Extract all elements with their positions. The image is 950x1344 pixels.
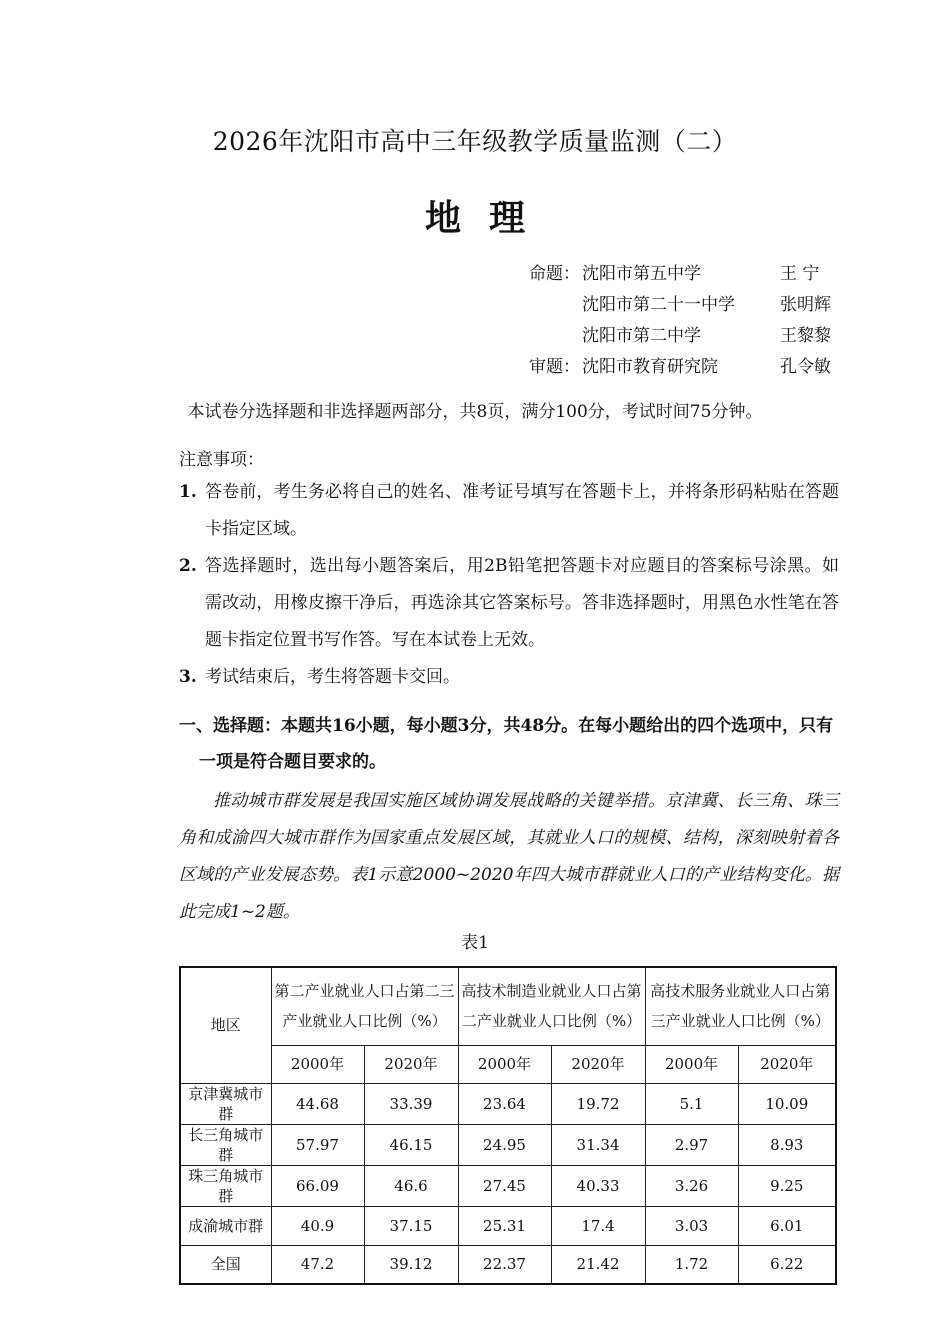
value-cell: 17.4 [551,1206,645,1245]
region-cell: 长三角城市群 [180,1124,271,1165]
group-header: 第二产业就业人口占第二三产业就业人口比例（%） [271,967,458,1045]
exam-title: 2026年沈阳市高中三年级教学质量监测（二） [212,127,738,156]
note-number: 3. [179,667,197,687]
year-header: 2000年 [645,1045,738,1083]
table-row [180,1165,836,1206]
section-text: 一、选择题：本题共16小题，每小题3分，共48分。在每小题给出的四个选项中，只有一项是符合题目要求的。 [179,716,834,772]
author-row [528,353,838,384]
note-item [179,548,839,659]
value-cell: 25.31 [458,1206,551,1245]
table-header-row [180,967,836,1045]
note-text: 答卷前，考生务必将自己的姓名、准考证号填写在答题卡上，并将条形码粘贴在答题卡指定区域。 [205,482,839,539]
value-cell: 24.95 [458,1124,551,1165]
author-row [528,291,838,322]
author-name: 王 宁 [780,264,820,284]
value-cell: 40.9 [271,1206,364,1245]
value-cell: 37.15 [364,1206,458,1245]
author-org: 沈阳市第五中学 [582,264,701,284]
author-row [528,260,838,291]
subject-title: 地理 [424,197,553,239]
table-row [180,1206,836,1245]
value-cell: 6.22 [738,1245,836,1284]
value-cell: 46.6 [364,1165,458,1206]
value-cell: 22.37 [458,1245,551,1284]
note-item [179,474,839,548]
note-text: 考试结束后，考生将答题卡交回。 [205,667,460,687]
year-header: 2020年 [364,1045,458,1083]
author-role: 命题： [529,264,580,284]
notes-heading: 注意事项： [179,450,264,470]
value-cell: 40.33 [551,1165,645,1206]
table-caption: 表1 [461,933,489,953]
value-cell: 6.01 [738,1206,836,1245]
region-cell: 全国 [180,1245,271,1284]
value-cell: 47.2 [271,1245,364,1284]
author-row [528,322,838,353]
author-role: 审题： [529,357,580,377]
value-cell: 39.12 [364,1245,458,1284]
author-list [528,260,838,384]
region-header: 地区 [180,967,271,1083]
year-header: 2000年 [271,1045,364,1083]
region-cell: 成渝城市群 [180,1206,271,1245]
value-cell: 5.1 [645,1083,738,1124]
author-name: 孔令敏 [780,357,831,377]
value-cell: 3.03 [645,1206,738,1245]
exam-intro: 本试卷分选择题和非选择题两部分，共8页，满分100分，考试时间75分钟。 [187,402,763,422]
table-row [180,1245,836,1284]
table-year-row [180,1045,836,1083]
value-cell: 31.34 [551,1124,645,1165]
note-text: 答选择题时，选出每小题答案后，用2B铅笔把答题卡对应题目的答案标号涂黑。如需改动，用橡皮擦干净后，再选涂其它答案标号。答非选择题时，用黑色水性笔在答题卡指定位置书写作答。写在本试卷上无效。 [205,556,839,650]
table-row [180,1083,836,1124]
value-cell: 8.93 [738,1124,836,1165]
note-item [179,659,839,696]
passage-text: 推动城市群发展是我国实施区域协调发展战略的关键举措。京津冀、长三角、珠三角和成渝四大城市群作为国家重点发展区域，其就业人口的规模、结构，深刻映射着各区域的产业发展态势。表1示意2000~2020年四大城市群就业人口的产业结构变化。据此完成1~2题。 [179,791,839,922]
value-cell: 2.97 [645,1124,738,1165]
group-header: 高技术制造业就业人口占第二产业就业人口比例（%） [458,967,645,1045]
value-cell: 3.26 [645,1165,738,1206]
table-row [180,1124,836,1165]
note-number: 2. [179,556,197,576]
note-number: 1. [179,482,197,502]
value-cell: 66.09 [271,1165,364,1206]
data-table [179,966,837,1285]
author-org: 沈阳市第二十一中学 [582,295,735,315]
value-cell: 57.97 [271,1124,364,1165]
region-cell: 珠三角城市群 [180,1165,271,1206]
value-cell: 27.45 [458,1165,551,1206]
year-header: 2020年 [738,1045,836,1083]
year-header: 2000年 [458,1045,551,1083]
author-name: 张明辉 [780,295,831,315]
region-cell: 京津冀城市群 [180,1083,271,1124]
value-cell: 1.72 [645,1245,738,1284]
value-cell: 21.42 [551,1245,645,1284]
group-header: 高技术服务业就业人口占第三产业就业人口比例（%） [645,967,836,1045]
value-cell: 9.25 [738,1165,836,1206]
value-cell: 33.39 [364,1083,458,1124]
author-org: 沈阳市第二中学 [582,326,701,346]
value-cell: 19.72 [551,1083,645,1124]
value-cell: 10.09 [738,1083,836,1124]
value-cell: 46.15 [364,1124,458,1165]
author-name: 王黎黎 [780,326,831,346]
author-org: 沈阳市教育研究院 [582,357,718,377]
value-cell: 44.68 [271,1083,364,1124]
section-heading [179,708,841,780]
value-cell: 23.64 [458,1083,551,1124]
year-header: 2020年 [551,1045,645,1083]
